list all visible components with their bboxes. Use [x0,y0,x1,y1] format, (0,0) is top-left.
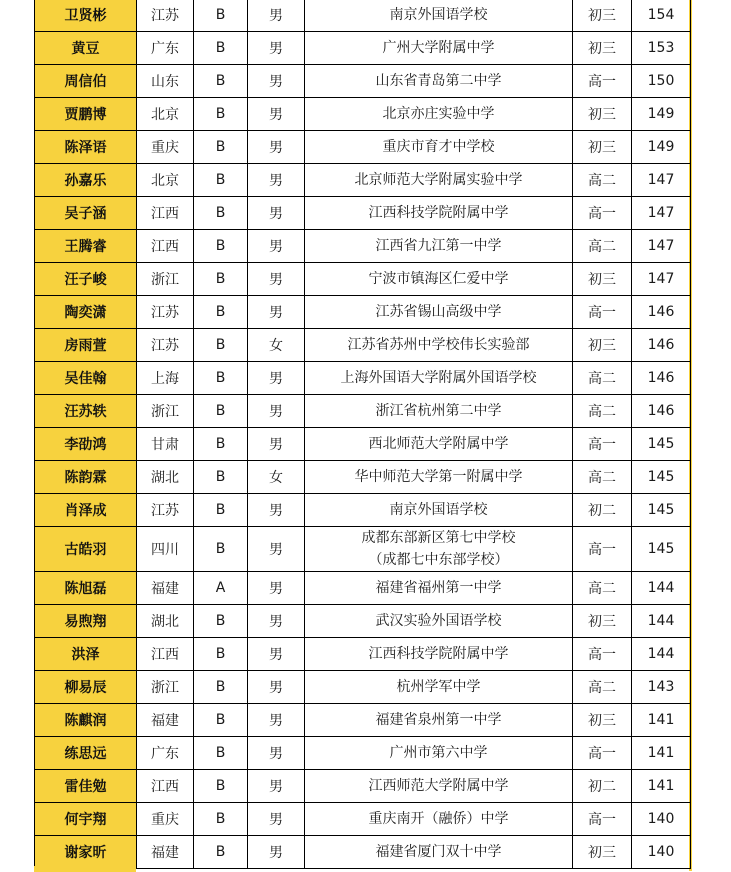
grade-cell: 初三 [573,98,632,131]
school-name-line: 杭州学军中学 [396,679,481,695]
gender-cell: 男 [248,395,305,428]
level-cell: B [194,428,248,461]
table-row [35,494,691,527]
student-name: 陈麒润 [35,704,137,737]
gender-cell: 男 [248,428,305,461]
gender-cell: 男 [248,605,305,638]
student-name: 吴子涵 [35,197,137,230]
grade-cell: 初三 [573,605,632,638]
school-name-line: 江西科技学院附属中学 [368,205,509,221]
table-row [35,527,691,572]
school-cell [305,98,573,131]
table-row [35,395,691,428]
province-cell: 江苏 [137,329,194,362]
table-row [35,263,691,296]
score-cell: 145 [632,428,691,461]
school-cell [305,0,573,32]
school-name-line: 广州大学附属中学 [382,40,495,56]
score-cell: 141 [632,737,691,770]
gender-cell: 女 [248,329,305,362]
level-cell: B [194,527,248,572]
school-cell [305,803,573,836]
gender-cell: 男 [248,770,305,803]
score-cell: 147 [632,164,691,197]
level-cell: B [194,836,248,869]
score-cell: 147 [632,197,691,230]
gender-cell: 男 [248,296,305,329]
gender-cell: 男 [248,704,305,737]
province-cell: 福建 [137,704,194,737]
table-row [35,770,691,803]
student-name: 王腾睿 [35,230,137,263]
school-name-line: 福建省泉州第一中学 [375,712,502,728]
level-cell: B [194,98,248,131]
score-cell: 144 [632,638,691,671]
school-cell [305,428,573,461]
score-cell: 144 [632,572,691,605]
gender-cell: 男 [248,494,305,527]
school-cell [305,164,573,197]
grade-cell: 高二 [573,230,632,263]
score-cell: 150 [632,65,691,98]
school-cell [305,131,573,164]
gender-cell: 男 [248,527,305,572]
school-name-line: 北京师范大学附属实验中学 [354,172,523,188]
level-cell: B [194,296,248,329]
province-cell: 山东 [137,65,194,98]
level-cell: B [194,671,248,704]
student-name: 陈韵霖 [35,461,137,494]
province-cell: 四川 [137,527,194,572]
grade-cell: 初三 [573,704,632,737]
gender-cell: 男 [248,671,305,704]
school-name-line: 重庆市育才中学校 [382,139,495,155]
school-cell [305,296,573,329]
score-cell: 153 [632,32,691,65]
level-cell: B [194,395,248,428]
table-row [35,836,691,869]
school-name-line: 上海外国语大学附属外国语学校 [340,370,537,386]
school-cell [305,494,573,527]
province-cell: 福建 [137,836,194,869]
score-cell: 146 [632,395,691,428]
province-cell: 江西 [137,638,194,671]
school-name-line: （成都七中东部学校） [368,552,509,568]
school-cell [305,605,573,638]
gender-cell: 男 [248,638,305,671]
level-cell: B [194,0,248,32]
gender-cell: 男 [248,230,305,263]
grade-cell: 高一 [573,428,632,461]
level-cell: B [194,704,248,737]
school-name-line: 江苏省锡山高级中学 [375,304,502,320]
school-cell [305,395,573,428]
province-cell: 浙江 [137,671,194,704]
province-cell: 广东 [137,32,194,65]
level-cell: B [194,494,248,527]
student-name: 雷佳勉 [35,770,137,803]
level-cell: B [194,770,248,803]
score-cell: 143 [632,671,691,704]
grade-cell: 高一 [573,197,632,230]
province-cell: 广东 [137,737,194,770]
level-cell: B [194,164,248,197]
student-name: 周信伯 [35,65,137,98]
grade-cell: 初三 [573,263,632,296]
score-cell: 146 [632,329,691,362]
school-cell [305,704,573,737]
score-cell: 145 [632,494,691,527]
school-cell [305,32,573,65]
grade-cell: 高一 [573,527,632,572]
student-name: 谢家昕 [35,836,137,869]
score-cell: 140 [632,803,691,836]
table-row [35,296,691,329]
gender-cell: 男 [248,362,305,395]
level-cell: B [194,638,248,671]
gender-cell: 男 [248,836,305,869]
level-cell: B [194,461,248,494]
grade-cell: 高二 [573,362,632,395]
school-name-line: 江苏省苏州中学校伟长实验部 [347,337,530,353]
table-row [35,164,691,197]
table-row [35,704,691,737]
results-table-body [35,0,691,869]
school-name-line: 宁波市镇海区仁爱中学 [368,271,509,287]
gender-cell: 男 [248,32,305,65]
gender-cell: 男 [248,164,305,197]
province-cell: 北京 [137,98,194,131]
table-row [35,197,691,230]
level-cell: A [194,572,248,605]
gender-cell: 男 [248,65,305,98]
level-cell: B [194,230,248,263]
score-cell: 144 [632,605,691,638]
school-name-line: 江西省九江第一中学 [375,238,502,254]
student-name: 练思远 [35,737,137,770]
school-name-line: 北京亦庄实验中学 [382,106,495,122]
level-cell: B [194,329,248,362]
school-cell [305,329,573,362]
grade-cell: 高一 [573,65,632,98]
student-name: 吴佳翰 [35,362,137,395]
school-cell [305,263,573,296]
score-cell: 145 [632,527,691,572]
school-name-line: 武汉实验外国语学校 [375,613,502,629]
score-cell: 141 [632,704,691,737]
grade-cell: 高二 [573,164,632,197]
score-cell: 146 [632,296,691,329]
province-cell: 江西 [137,197,194,230]
school-cell [305,197,573,230]
province-cell: 江苏 [137,494,194,527]
student-name: 李劭鸿 [35,428,137,461]
score-cell: 147 [632,230,691,263]
gender-cell: 男 [248,131,305,164]
school-name-line: 浙江省杭州第二中学 [375,403,502,419]
student-name: 房雨萱 [35,329,137,362]
score-cell: 147 [632,263,691,296]
score-cell: 154 [632,0,691,32]
student-name: 易煦翔 [35,605,137,638]
school-name-line: 山东省青岛第二中学 [375,73,502,89]
gender-cell: 男 [248,263,305,296]
school-name-line: 广州市第六中学 [389,745,488,761]
province-cell: 江苏 [137,0,194,32]
results-table [34,0,691,869]
table-row [35,98,691,131]
province-cell: 浙江 [137,395,194,428]
gender-cell: 男 [248,0,305,32]
level-cell: B [194,737,248,770]
grade-cell: 初三 [573,131,632,164]
school-cell [305,572,573,605]
score-cell: 146 [632,362,691,395]
grade-cell: 初二 [573,770,632,803]
school-cell [305,770,573,803]
level-cell: B [194,263,248,296]
student-name: 卫贤彬 [35,0,137,32]
table-row [35,32,691,65]
table-row [35,671,691,704]
score-cell: 145 [632,461,691,494]
grade-cell: 高一 [573,296,632,329]
province-cell: 重庆 [137,131,194,164]
province-cell: 上海 [137,362,194,395]
table-row [35,329,691,362]
table-row [35,131,691,164]
student-name: 孙嘉乐 [35,164,137,197]
level-cell: B [194,32,248,65]
gender-cell: 女 [248,461,305,494]
grade-cell: 初三 [573,836,632,869]
province-cell: 浙江 [137,263,194,296]
table-row [35,572,691,605]
level-cell: B [194,65,248,98]
grade-cell: 高二 [573,671,632,704]
province-cell: 江西 [137,230,194,263]
student-name: 肖泽成 [35,494,137,527]
table-row [35,803,691,836]
level-cell: B [194,605,248,638]
student-name: 洪泽 [35,638,137,671]
school-cell [305,230,573,263]
score-cell: 149 [632,98,691,131]
school-cell [305,638,573,671]
next-row-partial [34,866,136,872]
school-name-line: 江西科技学院附属中学 [368,646,509,662]
school-cell [305,461,573,494]
school-name-line: 成都东部新区第七中学校 [361,530,516,546]
table-row [35,461,691,494]
school-cell [305,836,573,869]
school-name-line: 华中师范大学第一附属中学 [354,469,523,485]
gender-cell: 男 [248,572,305,605]
province-cell: 湖北 [137,461,194,494]
province-cell: 江西 [137,770,194,803]
school-cell [305,362,573,395]
level-cell: B [194,131,248,164]
table-row [35,638,691,671]
grade-cell: 高二 [573,395,632,428]
level-cell: B [194,803,248,836]
school-cell [305,65,573,98]
student-name: 陈旭磊 [35,572,137,605]
student-name: 陶奕潇 [35,296,137,329]
table-row [35,65,691,98]
province-cell: 重庆 [137,803,194,836]
grade-cell: 高一 [573,638,632,671]
school-name-line: 重庆南开（融侨）中学 [368,811,509,827]
school-cell [305,737,573,770]
school-cell [305,671,573,704]
student-name: 古皓羽 [35,527,137,572]
table-row [35,362,691,395]
student-name: 汪苏轶 [35,395,137,428]
school-cell [305,527,573,572]
province-cell: 福建 [137,572,194,605]
grade-cell: 高二 [573,572,632,605]
grade-cell: 初二 [573,494,632,527]
grade-cell: 高一 [573,803,632,836]
gender-cell: 男 [248,197,305,230]
school-name-line: 福建省福州第一中学 [375,580,502,596]
gender-cell: 男 [248,803,305,836]
school-name-line: 江西师范大学附属中学 [368,778,509,794]
table-row [35,0,691,32]
school-name-line: 西北师范大学附属中学 [368,436,509,452]
student-name: 陈泽语 [35,131,137,164]
province-cell: 湖北 [137,605,194,638]
province-cell: 北京 [137,164,194,197]
grade-cell: 初三 [573,329,632,362]
gender-cell: 男 [248,98,305,131]
table-row [35,230,691,263]
student-name: 黄豆 [35,32,137,65]
score-cell: 141 [632,770,691,803]
grade-cell: 初三 [573,0,632,32]
school-name-line: 福建省厦门双十中学 [375,844,502,860]
score-cell: 140 [632,836,691,869]
student-name: 贾鹏博 [35,98,137,131]
grade-cell: 高一 [573,737,632,770]
school-name-line: 南京外国语学校 [389,7,488,23]
level-cell: B [194,197,248,230]
table-row [35,428,691,461]
student-name: 柳易辰 [35,671,137,704]
student-name: 汪子峻 [35,263,137,296]
student-name: 何宇翔 [35,803,137,836]
province-cell: 甘肃 [137,428,194,461]
table-row [35,737,691,770]
score-cell: 149 [632,131,691,164]
province-cell: 江苏 [137,296,194,329]
grade-cell: 初三 [573,32,632,65]
level-cell: B [194,362,248,395]
table-row [35,605,691,638]
school-name-line: 南京外国语学校 [389,502,488,518]
grade-cell: 高二 [573,461,632,494]
gender-cell: 男 [248,737,305,770]
